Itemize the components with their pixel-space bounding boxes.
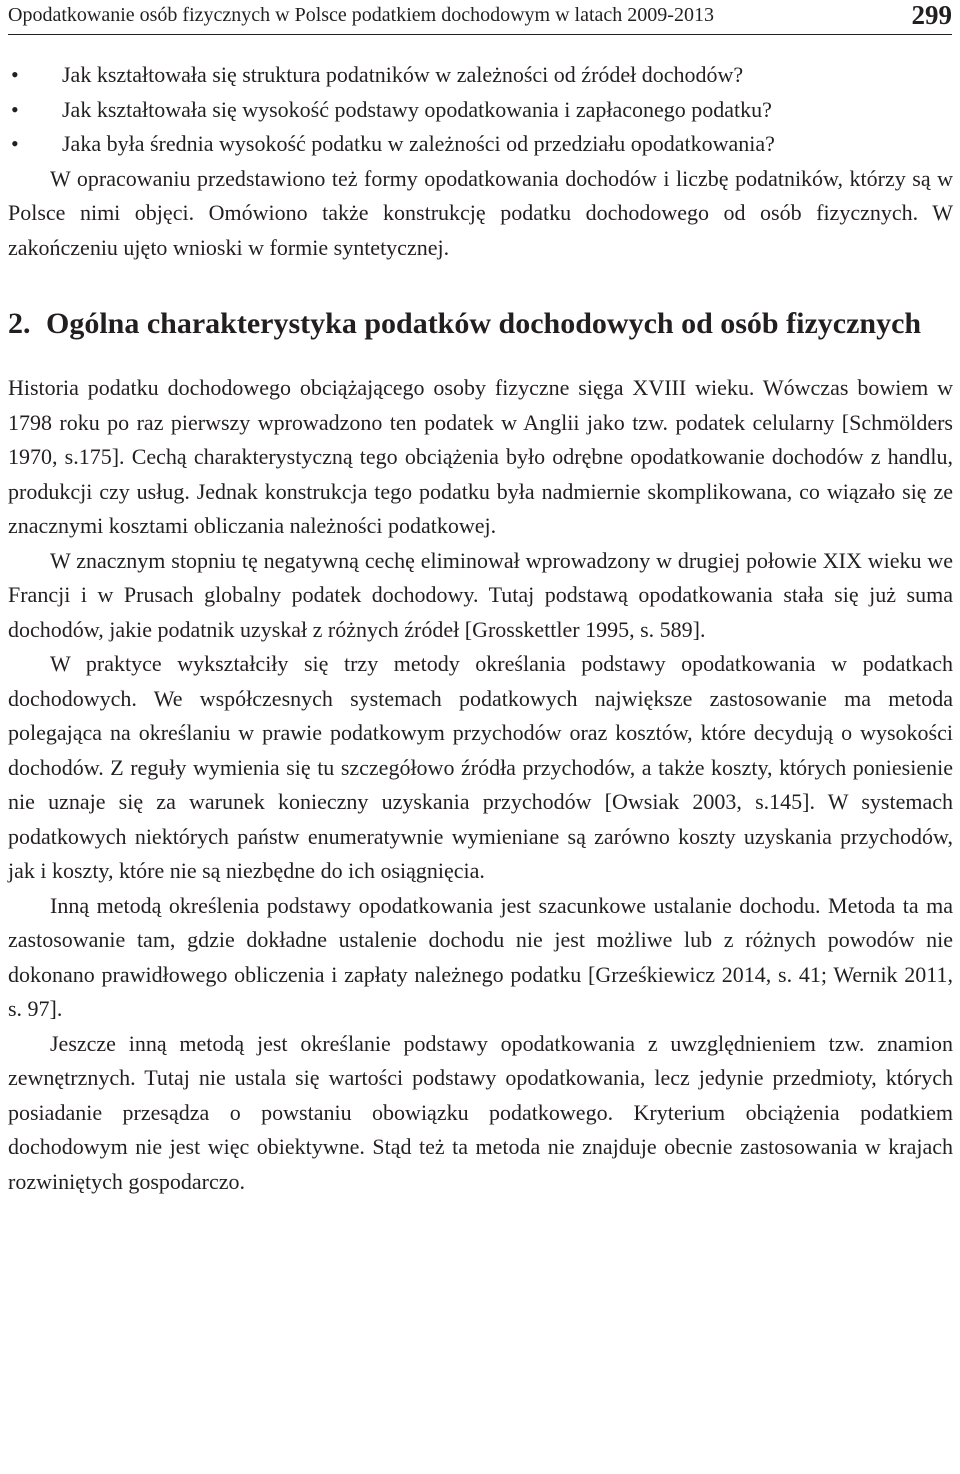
list-item-text: Jaka była średnia wysokość podatku w zależności od przedziału opodatkowania? [62, 131, 775, 156]
body-paragraph: W praktyce wykształciły się trzy metody określania podstawy opodatkowania w podatkach dochodowych. We współczesnych systemach podatkowych największe zastosowanie ma metoda polegająca na określaniu w prawie podatkowym przychodów oraz kosztów, które decydują o wysokości dochodów. Z reguły wymienia się tu szczegółowo źródła przychodów, a także koszty, których poniesienie nie uznaje się za warunek konieczny uzyskania przychodów [Owsiak 2003, s.145]. W systemach podatkowych niektórych państw enumeratywnie wymieniane są zarówno koszty uzyskania przychodów, jak i koszty, które nie są niezbędne do ich osiągnięcia. [8, 651, 953, 883]
bullet-icon: • [11, 131, 19, 156]
bullet-icon: • [11, 96, 19, 122]
body-paragraph: W znacznym stopniu tę negatywną cechę eliminował wprowadzony w drugiej połowie XIX wieku we Francji i w Prusach globalny podatek dochodowy. Tutaj podstawą opodatkowania stała się już suma dochodów, jakie podatnik uzyskał z różnych źródeł [Grosskettler 1995, s. 589]. [8, 547, 953, 642]
bullet-icon: • [11, 62, 19, 87]
section-title: Ogólna charakterystyka podatków dochodowych od osób fizycznych [46, 307, 922, 340]
running-header [8, 0, 952, 35]
page-number: 299 [911, 0, 952, 30]
running-title: Opodatkowanie osób fizycznych w Polsce podatkiem dochodowym w latach 2009-2013 [8, 4, 714, 26]
section-number: 2. [8, 307, 31, 340]
list-item [8, 93, 953, 128]
question-list [8, 58, 953, 162]
list-item [8, 127, 953, 162]
main-content [8, 58, 953, 1199]
body-paragraph: Jeszcze inną metodą jest określanie podstawy opodatkowania z uwzględnieniem tzw. znamion zewnętrznych. Tutaj nie ustala się wartości podstawy opodatkowania, lecz jedynie przedmioty, których posiadanie przesądza o powstaniu obowiązku podatkowego. Kryterium obciążenia podatkiem dochodowym nie jest więc obiektywne. Stąd też ta metoda nie znajduje obecnie zastosowania w krajach rozwiniętych gospodarczo. [8, 1030, 953, 1194]
list-item-text: Jak kształtowała się struktura podatników w zależności od źródeł dochodów? [62, 62, 744, 87]
list-item [8, 58, 953, 93]
section-body [8, 371, 953, 1199]
intro-paragraph: W opracowaniu przedstawiono też formy opodatkowania dochodów i liczbę podatników, którzy są w Polsce nimi objęci. Omówiono także konstrukcję podatku dochodowego od osób fizycznych. W zakończeniu ujęto wnioski w formie syntetycznej. [8, 165, 953, 260]
body-paragraph: Inną metodą określenia podstawy opodatkowania jest szacunkowe ustalanie dochodu. Metoda ta ma zastosowanie tam, gdzie dokładne ustalenie dochodu nie jest możliwe lub z różnych powodów nie dokonano prawidłowego obliczenia i zapłaty należnego podatku [Grześkiewicz 2014, s. 41; Wernik 2011, s. 97]. [8, 892, 953, 1021]
list-item-text: Jak kształtowała się wysokość podstawy opodatkowania i zapłaconego podatku? [62, 96, 772, 122]
section-heading [8, 305, 953, 343]
body-paragraph: Historia podatku dochodowego obciążającego osoby fizyczne sięga XVIII wieku. Wówczas bowiem w 1798 roku po raz pierwszy wprowadzono ten podatek w Anglii jako tzw. podatek celularny [Schmölders 1970, s.175]. Cechą charakterystyczną tego obciążenia było odrębne opodatkowanie dochodów z handlu, produkcji czy usług. Jednak konstrukcja tego podatku była nadmiernie skomplikowana, co wiązało się ze znacznymi kosztami obliczania należności podatkowej. [8, 375, 953, 538]
